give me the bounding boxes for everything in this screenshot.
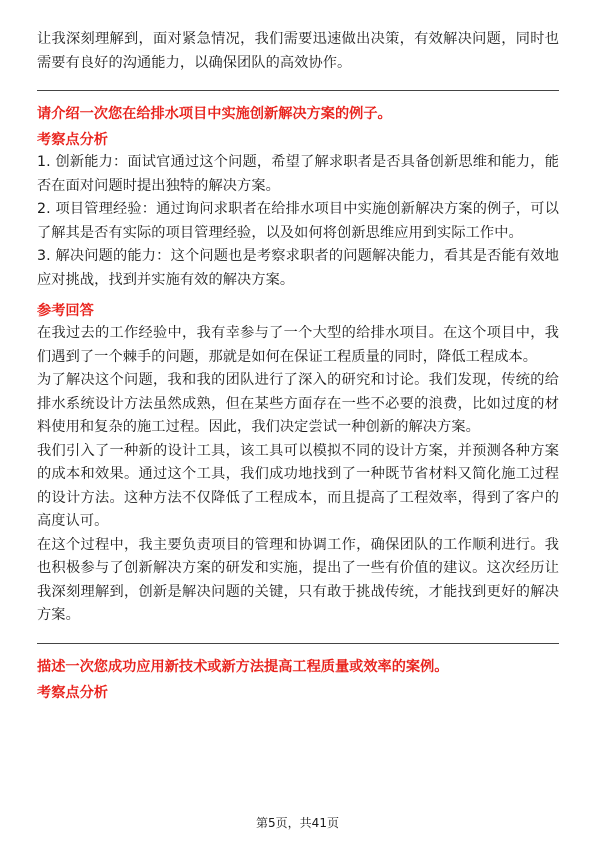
analysis-item-2: 2. 项目管理经验：通过询问求职者在给排水项目中实施创新解决方案的例子，可以了解其是否有实际的项目管理经验，以及如何将创新思维应用到实际工作中。 <box>37 201 559 241</box>
answer-heading: 参考回答 <box>37 303 94 319</box>
answer-paragraph-2: 为了解决这个问题，我和我的团队进行了深入的研究和讨论。我们发现，传统的给排水系统设计方法虽然成熟，但在某些方面存在一些不必要的浪费，比如过度的材料使用和复杂的施工过程。因此，我们决定尝试一种创新的解决方案。 <box>37 372 559 435</box>
answer-paragraph-1: 在我过去的工作经验中，我有幸参与了一个大型的给排水项目。在这个项目中，我们遇到了一个棘手的问题，那就是如何在保证工程质量的同时，降低工程成本。 <box>37 325 559 365</box>
document-page <box>37 28 559 704</box>
page-number: 第5页，共41页 <box>256 816 339 830</box>
section-divider <box>37 90 559 91</box>
question-1-title: 请介绍一次您在给排水项目中实施创新解决方案的例子。 <box>37 106 392 122</box>
intro-paragraph: 让我深刻理解到，面对紧急情况，我们需要迅速做出决策，有效解决问题，同时也需要有良好的沟通能力，以确保团队的高效协作。 <box>37 31 559 71</box>
analysis-item-3: 3. 解决问题的能力：这个问题也是考察求职者的问题解决能力，看其是否能有效地应对挑战，找到并实施有效的解决方案。 <box>37 248 559 288</box>
answer-paragraph-4: 在这个过程中，我主要负责项目的管理和协调工作，确保团队的工作顺利进行。我也积极参与了创新解决方案的研发和实施，提出了一些有价值的建议。这次经历让我深刻理解到，创新是解决问题的关键，只有敢于挑战传统，才能找到更好的解决方案。 <box>37 536 559 623</box>
question-2-title: 描述一次您成功应用新技术或新方法提高工程质量或效率的案例。 <box>37 658 449 675</box>
analysis-item-1: 1. 创新能力：面试官通过这个问题，希望了解求职者是否具备创新思维和能力，能否在面对问题时提出独特的解决方案。 <box>37 154 559 194</box>
analysis-heading: 考察点分析 <box>37 132 108 148</box>
answer-paragraph-3: 我们引入了一种新的设计工具，该工具可以模拟不同的设计方案，并预测各种方案的成本和效果。通过这个工具，我们成功地找到了一种既节省材料又简化施工过程的设计方法。这种方法不仅降低了工程成本，而且提高了工程效率，得到了客户的高度认可。 <box>37 442 559 529</box>
analysis-heading: 考察点分析 <box>37 684 108 701</box>
section-divider <box>37 643 559 644</box>
